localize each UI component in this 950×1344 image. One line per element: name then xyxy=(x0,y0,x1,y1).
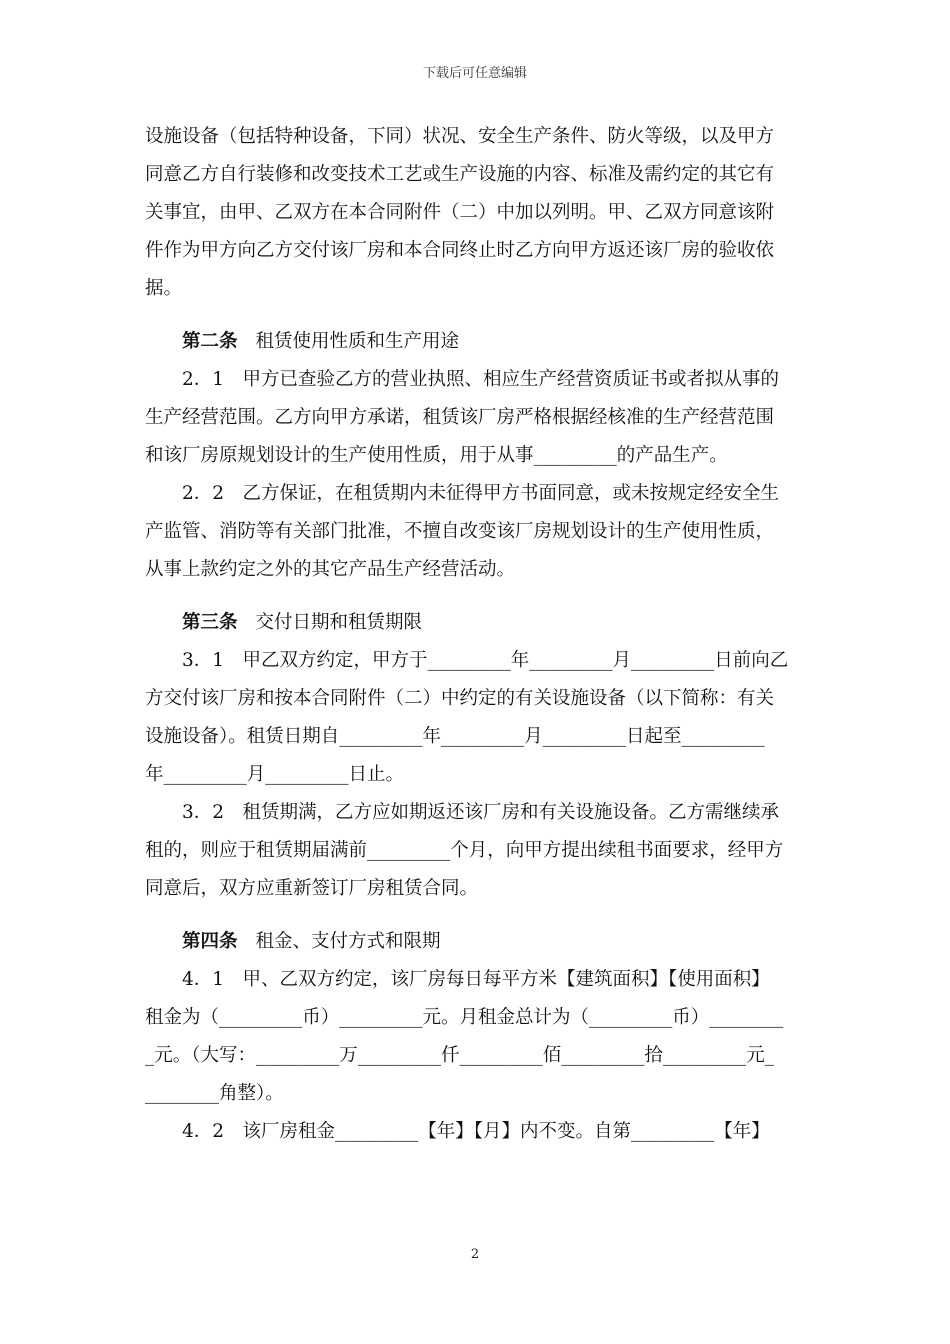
article-heading xyxy=(145,923,805,961)
article-label: 第二条 xyxy=(182,331,238,352)
article-title: 租赁使用性质和生产用途 xyxy=(255,331,460,352)
text-line: 设施设备（包括特种设备，下同）状况、安全生产条件、防火等级，以及甲方 xyxy=(145,126,775,147)
article-label: 第四条 xyxy=(182,931,238,952)
text-line: 3．2 租赁期满，乙方应如期返还该厂房和有关设施设备。乙方需继续承 xyxy=(182,802,780,823)
text-line: 租金为（_________币）_________元。月租金总计为（_________币）________ xyxy=(145,1007,784,1028)
article-heading xyxy=(145,604,805,642)
text-line: 4．1 甲、乙双方约定，该厂房每日每平方米【建筑面积】【使用面积】 xyxy=(182,969,770,990)
text-line: 同意乙方自行装修和改变技术工艺或生产设施的内容、标准及需约定的其它有 xyxy=(145,164,775,185)
article-3 xyxy=(145,604,805,908)
text-line: 据。 xyxy=(145,278,183,299)
text-line: 件作为甲方向乙方交付该厂房和本合同终止时乙方向甲方返还该厂房的验收依 xyxy=(145,240,775,261)
text-line: _元。（大写：_________万_________仟_________佰_________拾_________元_ xyxy=(145,1045,775,1066)
article-title: 交付日期和租赁期限 xyxy=(255,612,423,633)
text-line: 产监管、消防等有关部门批准，不擅自改变该厂房规划设计的生产使用性质， xyxy=(145,521,775,542)
article-label: 第三条 xyxy=(182,612,238,633)
text-line: 和该厂房原规划设计的生产使用性质，用于从事_________的产品生产。 xyxy=(145,445,728,466)
text-line: 生产经营范围。乙方向甲方承诺，租赁该厂房严格根据经核准的生产经营范围 xyxy=(145,407,775,428)
text-line: 同意后，双方应重新签订厂房租赁合同。 xyxy=(145,878,479,899)
intro-paragraph xyxy=(145,118,805,308)
text-line: 2．2 乙方保证，在租赁期内未征得甲方书面同意，或未按规定经安全生 xyxy=(182,483,780,504)
text-line: 2．1 甲方已查验乙方的营业执照、相应生产经营资质证书或者拟从事的 xyxy=(182,369,780,390)
article-heading xyxy=(145,323,805,361)
text-line: 年_________月_________日止。 xyxy=(145,764,405,785)
page-number: 2 xyxy=(470,1247,480,1262)
document-body xyxy=(145,118,805,1151)
text-line: ________角整）。 xyxy=(145,1083,284,1104)
text-line: 从事上款约定之外的其它产品生产经营活动。 xyxy=(145,559,516,580)
article-4 xyxy=(145,923,805,1151)
text-line: 4．2 该厂房租金_________【年】【月】内不变。自第_________【年】 xyxy=(182,1121,770,1142)
text-line: 方交付该厂房和按本合同附件（二）中约定的有关设施设备（以下简称：有关 xyxy=(145,688,775,709)
article-2 xyxy=(145,323,805,589)
page-header: 下载后可任意编辑 xyxy=(422,66,527,81)
text-line: 租的，则应于租赁期届满前_________个月，向甲方提出续租书面要求，经甲方 xyxy=(145,840,784,861)
text-line: 关事宜，由甲、乙双方在本合同附件（二）中加以列明。甲、乙双方同意该附 xyxy=(145,202,775,223)
text-line: 设施设备）。租赁日期自_________年_________月_________日起至_________ xyxy=(145,726,765,747)
text-line: 3．1 甲乙双方约定，甲方于_________年_________月_________日前向乙 xyxy=(182,650,789,671)
article-title: 租金、支付方式和限期 xyxy=(255,931,441,952)
